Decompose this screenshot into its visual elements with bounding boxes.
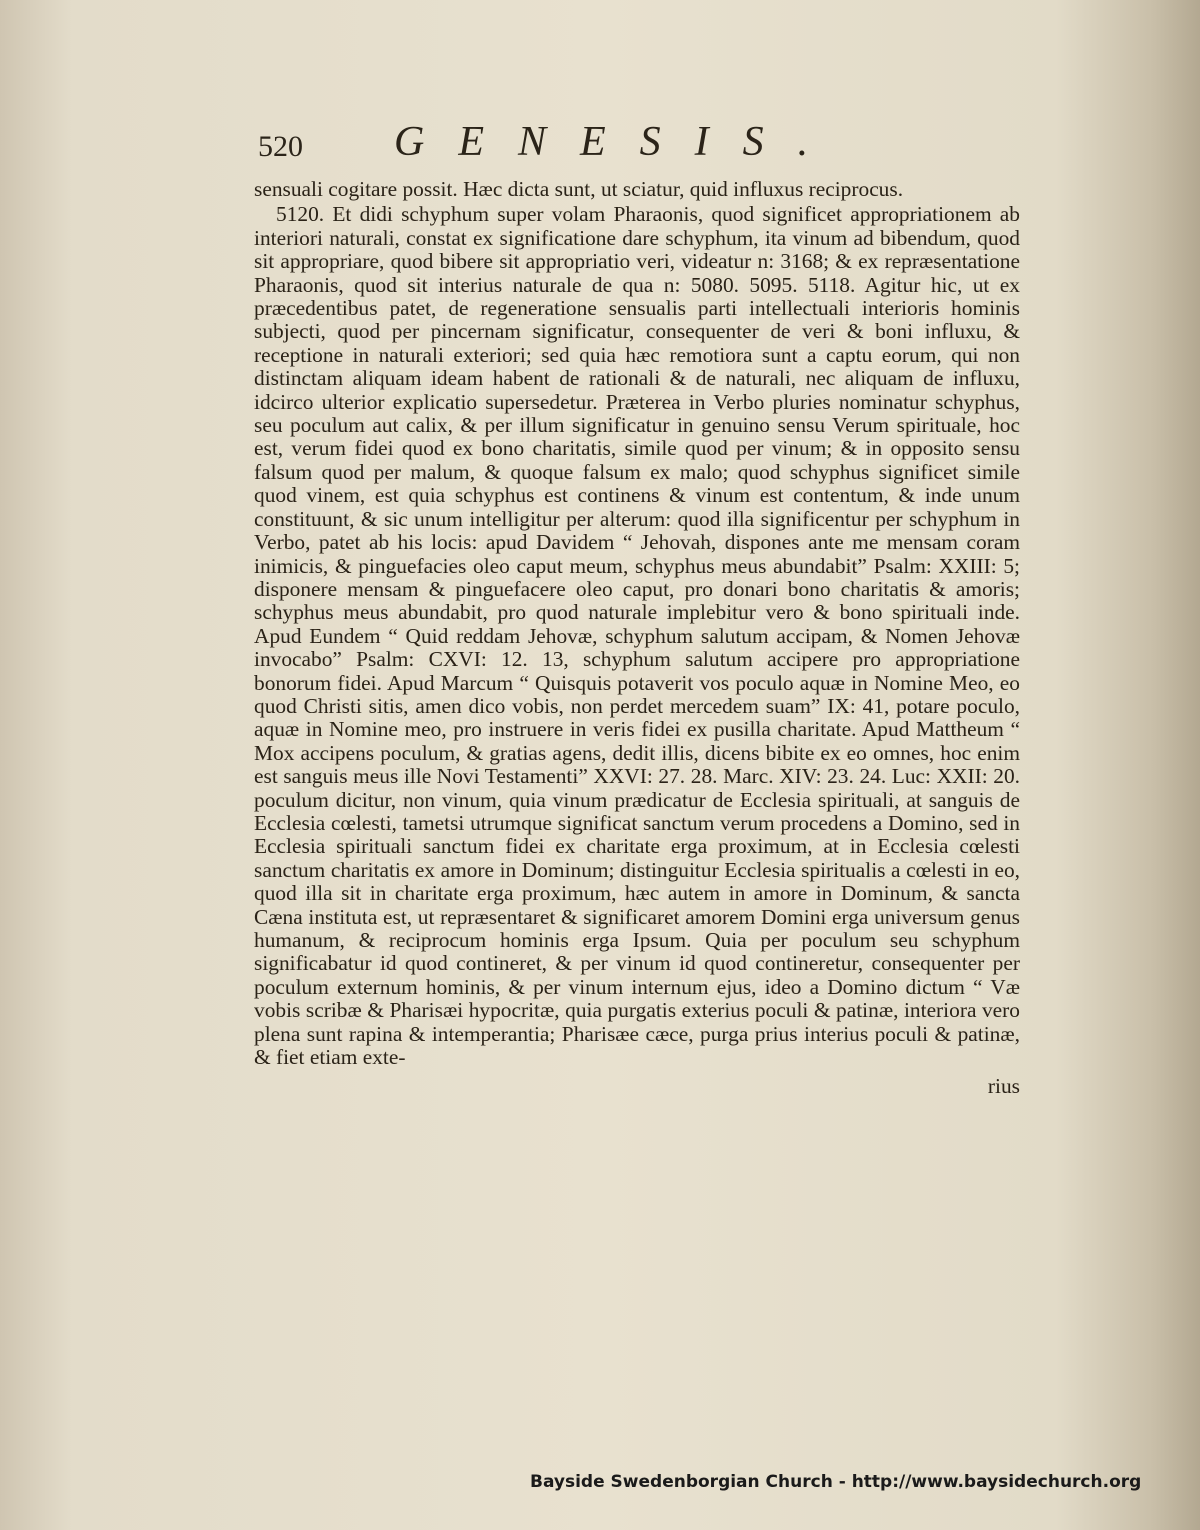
page-number: 520 bbox=[258, 130, 303, 163]
paragraph-continuation: sensuali cogitare possit. Hæc dicta sunt, ut sciatur, quid influxus reciprocus. bbox=[254, 177, 904, 201]
source-watermark: Bayside Swedenborgian Church - http://www.baysidechurch.org bbox=[530, 1472, 1142, 1492]
running-title: GENESIS. bbox=[394, 119, 843, 165]
paragraph-5120: 5120. Et didi schyphum super volam Pharaonis, quod significet appropriationem ab interiori naturali, constat ex significatione dare schyphum, ita vinum ad bibendum, quod sit appropriare, quod bibere sit appropriatio veri, videatur n: 3168; & ex repræsentatione Pharaonis, quod sit interius naturale de qua n: 5080. 5095. 5118. Agitur hic, ut ex præcedentibus patet, de regeneratione sensualis parti intellectuali interioris hominis subjecti, quod per pincernam significatur, consequenter de veri & boni influxu, & receptione in naturali exteriori; sed quia hæc remotiora sunt a captu eorum, qui non distinctam aliquam ideam habent de rationali & de naturali, nec aliquam de influxu, idcirco ulterior explicatio supersedetur. Præterea in Verbo pluries nominatur schyphus, seu poculum aut calix, & per illum significatur in genuino sensu Verum spirituale, hoc est, verum fidei quod ex bono charitatis, simile quod per vinum; & in opposito sensu falsum quod per malum, & quoque falsum ex malo; quod schyphus significet simile quod vinem, est quia schyphus est continens & vinum est contentum, & inde unum constituunt, & sic unum intelligitur per alterum: quod illa significentur per schyphum in Verbo, patet ab his locis: apud Davidem “ Jehovah, dispones ante me mensam coram inimicis, & pinguefacies oleo caput meum, schyphus meus abundabit” Psalm: XXIII: 5; disponere mensam & pinguefacere oleo caput, pro donari bono charitatis & amoris; schyphus meus abundabit, pro quod naturale implebitur vero & bono spirituali inde. Apud Eundem “ Quid reddam Jehovæ, schyphum salutum accipam, & Nomen Jehovæ invocabo” Psalm: CXVI: 12. 13, schyphum salutum accipere pro appropriatione bonorum fidei. Apud Marcum “ Quisquis potaverit vos poculo aquæ in Nomine Meo, eo quod Christi sitis, amen dico vobis, non perdet mercedem suam” IX: 41, potare poculo, aquæ in Nomine meo, pro instruere in veris fidei ex pusilla charitate. Apud Mattheum “ Mox accipens poculum, & gratias agens, dedit illis, dicens bibite ex eo omnes, hoc enim est sanguis meus ille Novi Testamenti” XXVI: 27. 28. Marc. XIV: 23. 24. Luc: XXII: 20. poculum dicitur, non vinum, quia vinum prædicatur de Ecclesia spirituali, at sanguis de Ecclesia cœlesti, tametsi utrumque significat sanctum verum procedens a Domino, sed in Ecclesia spirituali sanctum fidei ex charitate erga proximum, at in Ecclesia cœlesti sanctum charitatis ex amore in Dominum; distinguitur Ecclesia spiritualis a cœlesti in eo, quod illa sit in charitate erga proximum, hæc autem in amore in Dominum, & sancta Cæna instituta est, ut repræsentaret & significaret amorem Domini erga universum genus humanum, & reciprocum hominis erga Ipsum. Quia per poculum seu schyphum significabatur id quod contineret, & per vinum id quod contineretur, consequenter per poculum externum hominis, & per vinum internum ejus, ideo a Domino dictum “ Væ vobis scribæ & Pharisæi hypocritæ, quia purgatis exterius poculi & patinæ, interiora vero plena sunt rapina & intemperantia; Pharisæe cæce, purga prius interius poculi & patinæ, & fiet etiam exte- bbox=[254, 202, 1020, 1070]
catchword: rius bbox=[987, 1074, 1020, 1099]
page-header bbox=[258, 118, 1018, 174]
body-text bbox=[254, 178, 1020, 1101]
